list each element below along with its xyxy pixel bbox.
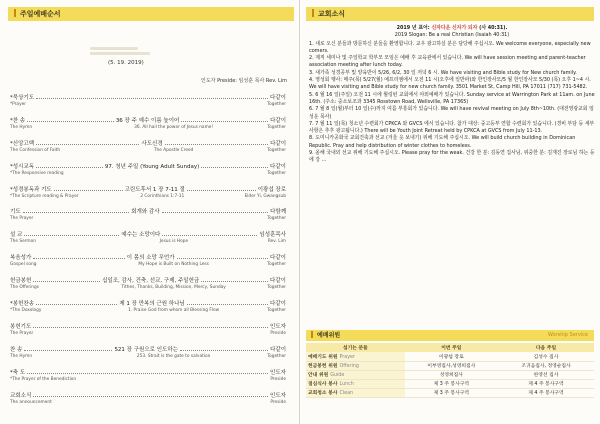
- order-item-leader: 다같이: [270, 140, 287, 147]
- worship-service-roster: [306, 330, 594, 398]
- order-item-content: 521 장 구원으로 인도하는: [114, 346, 178, 353]
- leader-dots: [162, 235, 257, 236]
- order-item-leader-en: Preside: [270, 330, 286, 336]
- notice-item: 1. 새로 오신 분들과 방문하신 분들을 환영합니다. 교우 광고하실 분은 담당해 주십시오. We welcome everyone, especially new comers.: [309, 40, 591, 54]
- roster-role-en: Clean: [339, 391, 354, 396]
- order-item-leader: 인도자: [270, 392, 286, 399]
- order-item: [10, 138, 286, 161]
- order-item-leader-en: Together: [267, 124, 286, 130]
- order-item-leader-en: Together: [267, 170, 286, 176]
- order-item-title: *봉헌찬송: [10, 301, 35, 308]
- leader-dots: [36, 167, 103, 168]
- order-item-content-en: 36. All hail the power of Jesus name!: [134, 124, 214, 130]
- roster-role-en: Lunch: [339, 382, 354, 387]
- order-item-title: 봉헌기도: [10, 323, 32, 330]
- leader-dots: [23, 212, 130, 213]
- order-item: [10, 92, 286, 115]
- order-item-title-en: The Offerings: [10, 285, 39, 291]
- order-item-content: 예수는 소망이다: [121, 232, 161, 239]
- order-item-title: 헌금봉헌: [10, 278, 32, 285]
- order-item-leader: 인도자: [270, 369, 286, 376]
- leader-dots: [177, 258, 269, 259]
- roster-table: [306, 343, 594, 398]
- leader-dots: [36, 304, 117, 305]
- order-item-title-en: The Confession of Faith: [10, 147, 61, 153]
- order-item-title: *성시교독: [10, 163, 35, 170]
- order-item-leader: 다같이: [270, 346, 287, 353]
- leader-dots: [24, 350, 112, 351]
- roster-role-en: Prayer: [339, 354, 355, 360]
- leader-dots: [33, 281, 100, 282]
- leader-dots: [27, 121, 114, 122]
- order-item-title-en: *The Prayer of the Benediction: [10, 376, 77, 382]
- order-item-title-en: Gospel song: [10, 262, 37, 268]
- roster-row: [306, 379, 594, 388]
- leader-dots: [162, 212, 269, 213]
- roster-this-week: 제 3 주 봉사구역: [405, 379, 498, 388]
- col-header-role: 섬기는 분들: [306, 343, 405, 352]
- order-item-content-en: [80, 216, 267, 221]
- order-item-content: 제 1 장 만복의 근원 하나님: [119, 301, 185, 308]
- slogan-korean: 2019 년 표어: 신자다운 신자가 되자 (사 40:31).: [396, 25, 508, 31]
- notices: [309, 25, 595, 165]
- notice-item: 2. 제직 세미나 및 주일학교 학부모 모임은 예배 후 교육관에서 있습니다. We will have session meeting and parent-teacher association meeting after lunch today.: [309, 55, 586, 69]
- order-item: [10, 206, 286, 229]
- order-item-leader: 임성훈목사: [259, 232, 286, 239]
- order-item-leader: 다같이: [270, 117, 287, 124]
- order-item-leader-en: Elder Yi, Gwangsub: [244, 193, 286, 199]
- leader-dots: [187, 190, 256, 191]
- leader-dots: [165, 144, 268, 145]
- header-accent-bar: [14, 9, 16, 17]
- order-item-title: 복음성가: [10, 255, 32, 262]
- col-header-next-week: 다음 주일: [498, 343, 594, 352]
- order-item-leader-en: Together: [267, 308, 286, 314]
- leader-dots: [33, 258, 125, 259]
- order-item-content-en: Jesus is Hope: [159, 239, 189, 245]
- notice-item: 5. 6 월 16 일(주일) 오전 11 시에 월링턴 교회에서 야외예배가 있습니다. Sunday service at Warrington Park at 11am. on June 16th. (주소: 중소보조과 3345 Rosstown Road, Wellsville, PA 17365): [309, 91, 595, 105]
- order-item: [10, 275, 286, 298]
- order-item-leader-en: Preside: [270, 399, 286, 405]
- order-item-content-en: [80, 377, 270, 382]
- leader-dots: [36, 98, 268, 99]
- order-item: [10, 298, 286, 321]
- order-item-title-en: The Prayer: [10, 216, 34, 222]
- order-item-leader: 인도자: [270, 323, 286, 330]
- roster-this-week: 제 3 주 봉사구역: [405, 388, 498, 397]
- church-news-header: 교회소식: [306, 7, 594, 21]
- order-item-title: 설 교: [10, 232, 23, 239]
- notice-item: 4. 영성회 행사: 매주(목) 5/27(월) 예프리엠에서 오전 11 시(오후에 일반파)와 한인장사모/5 월 한인장사모 5/30 (목) 오후 1~4 시. We will have visiting and Bible study for new church family. 3501 Market St, Camp Hill, PA 17011 (717) 731-5482.: [309, 77, 591, 91]
- right-page: [300, 0, 600, 424]
- leader-dots: [33, 327, 268, 328]
- watermark-subtitle: [90, 47, 150, 57]
- order-item-content-en: Tithes, Thanks, Building, Mission, Mercy, Sunday: [121, 285, 226, 291]
- col-header-this-week: 이번 주일: [405, 343, 498, 352]
- roster-this-week: 이광섭 장로: [405, 352, 498, 361]
- order-item-content-en: [80, 102, 267, 107]
- order-item: [10, 161, 286, 184]
- order-item-leader-en: Rev. Lim: [267, 239, 286, 245]
- order-item-title: *찬 송: [10, 117, 26, 124]
- order-item-content: 36 장 주 예수 이름 높이어: [115, 117, 180, 124]
- order-item-leader: 다같이: [270, 95, 286, 101]
- order-item-title: *성경봉독과 기도: [10, 186, 52, 193]
- order-item: [10, 321, 286, 344]
- order-item-leader: 다같이: [270, 301, 286, 308]
- notice-list: [309, 41, 595, 165]
- order-item-title-en: The Hymn: [10, 353, 33, 359]
- order-item-content: 고린도후서 1 장 7-11 절: [124, 186, 185, 193]
- order-item-content-en: [80, 171, 267, 176]
- header-accent-bar: [311, 331, 313, 338]
- order-item-leader: 다같이: [270, 163, 286, 170]
- order-item: [10, 367, 286, 390]
- order-item-title: 찬 송: [10, 346, 23, 353]
- roster-next-week: 제 4 주 봉사구역: [498, 388, 594, 397]
- roster-row: [306, 361, 594, 370]
- order-item-title-en: *The Scripture reading & Prayer: [10, 193, 79, 199]
- order-item-leader: 다함께: [270, 209, 287, 216]
- order-item-title-en: The Sermon: [10, 239, 36, 245]
- roster-role-en: Guide: [330, 373, 345, 378]
- header-accent-bar: [312, 9, 314, 17]
- leader-dots: [33, 396, 268, 397]
- order-item-leader-en: Together: [267, 353, 286, 359]
- roster-next-week: 김성수 집사: [498, 352, 594, 361]
- roster-role: 헌금봉헌 위원 Offering: [306, 361, 405, 370]
- order-item-leader-en: Together: [267, 216, 286, 222]
- order-item-title-en: The Prayer: [10, 330, 34, 336]
- worship-order-list: [10, 92, 286, 412]
- leader-dots: [201, 167, 268, 168]
- order-item-leader: 이광섭 장로: [257, 186, 287, 193]
- notice-item: 3. 새가족 성경공부 및 양육반이 5/26, 6/2, 30 일 저녁 6 시. We have visiting and Bible study for New church family.: [309, 69, 577, 76]
- order-item-content-en: [80, 331, 270, 336]
- order-item: [10, 184, 286, 207]
- order-item-title: *신앙고백: [10, 140, 35, 147]
- roster-row: [306, 388, 594, 397]
- order-item-title-en: *The Doxology: [10, 308, 42, 314]
- leader-dots: [187, 304, 268, 305]
- order-item-title-en: The announcement: [10, 399, 52, 405]
- order-item: [10, 252, 286, 275]
- order-item-leader-en: Preside: [270, 376, 286, 382]
- roster-role: 안내 위원 Guide: [306, 370, 405, 379]
- roster-next-week: 조귀음집사, 정영순집사: [498, 361, 594, 370]
- order-item-leader: 다같이: [270, 278, 286, 285]
- roster-this-week: 성영희집사: [405, 370, 498, 379]
- leader-dots: [54, 190, 123, 191]
- order-item-leader-en: Together: [267, 262, 286, 268]
- roster-role: 점심식사 봉사 Lunch: [306, 379, 405, 388]
- leader-dots: [181, 121, 268, 122]
- roster-role: 예배기도 위원 Prayer: [306, 352, 405, 361]
- order-item: [10, 229, 286, 252]
- order-item: [10, 390, 286, 413]
- order-item-title: *묵상기도: [10, 95, 35, 101]
- roster-this-week: 이부영집사,성영희집사: [405, 361, 498, 370]
- order-item-title: *축 도: [10, 369, 26, 376]
- leader-dots: [27, 373, 268, 374]
- slogan-english: 2019 Slogan: Be a real Christian (Isaiah 40:31): [394, 32, 510, 39]
- order-item-title-en: The Hymn: [10, 124, 33, 130]
- roster-header: 예배위원 Worship Service: [306, 330, 594, 341]
- roster-next-week: 한영선 집사: [498, 370, 594, 379]
- notice-item: 8. 도미니카공화국 교회건축과 선교 (겨울 옷 보내기) 위해 기도해 주십시오. We will build church building in Dominican Republic. Pray and help distribution of winter clothes to homeless.: [309, 135, 576, 149]
- roster-next-week: 제 4 주 봉사구역: [498, 379, 594, 388]
- roster-role-en: Offering: [339, 364, 359, 369]
- order-item-title-en: *The Responsive reading: [10, 170, 64, 176]
- notice-item: 7. 7 월 11 일(목) 청소년 수련회가 CPKCA 와 GVCS 에서 있습니다. 참가 대상: 중고등부 연합 수련회가 있습니다. (경비 부담 등 세부 사항은 추후 광고됩니다.) There will be Youth Joint Retreat held by CPKCA at GVCS from July 11-13.: [309, 120, 595, 135]
- order-item: [10, 115, 286, 138]
- order-item-content: 십일조, 감사, 건축, 선교, 구제, 주일헌금: [102, 278, 200, 285]
- order-item-content-en: 253. Strait is the gate to salvation: [136, 353, 211, 359]
- order-item-content-en: The Apostle Creed: [153, 147, 194, 153]
- order-item: [10, 344, 286, 367]
- preside-line: 인도자 Preside: 임성훈 목사 Rev. Lim: [201, 78, 287, 84]
- leader-dots: [201, 281, 268, 282]
- notice-item: 6. 7 월 8 일(월)부터 10 일(수)까지 여름 부흥회가 있습니다. We will have revival meeting on July 8th~10th. (대전영광교회 임성운 목사): [309, 106, 594, 120]
- worship-order-header: 주일예배순서: [8, 7, 294, 21]
- order-item-leader: 다같이: [270, 255, 286, 262]
- order-item-content-en: My Hope is Built on Nothing Less: [138, 262, 209, 268]
- order-item-content-en: [80, 400, 270, 405]
- leader-dots: [36, 144, 139, 145]
- order-item-content: 회개와 감사: [131, 209, 160, 216]
- order-item-title: 교회소식: [10, 392, 32, 399]
- leader-dots: [24, 235, 119, 236]
- order-item-content-en: 2 Corinthians 1:7-11: [140, 193, 185, 199]
- order-item-content: 사도신경: [141, 140, 163, 147]
- order-item-leader-en: Together: [267, 147, 286, 153]
- roster-row: [306, 370, 594, 379]
- order-item-leader-en: Together: [267, 102, 286, 107]
- service-date: (5. 19. 2019): [108, 60, 144, 66]
- order-item-content-en: 1. Praise God from whom all Blessing Flow: [128, 308, 220, 314]
- order-item-leader-en: Together: [267, 285, 286, 291]
- leader-dots: [180, 350, 268, 351]
- order-item-title: 기도: [10, 209, 21, 216]
- roster-row: [306, 352, 594, 361]
- order-item-content: 97. 청년 주일 (Young Adult Sunday): [104, 163, 200, 170]
- order-item-content: 이 몸의 소망 무언가: [126, 255, 175, 262]
- order-item-title-en: *Prayer: [10, 102, 27, 107]
- notice-item: 9. 올해 국내외 선교 위해 기도해 주십시오. Please pray for the weak. 건강 한 분: 김동연 집사님, 위중한 분: 김재진 장로님 하는 등에 강 ...: [309, 150, 595, 164]
- roster-role: 교회청소 봉사 Clean: [306, 388, 405, 397]
